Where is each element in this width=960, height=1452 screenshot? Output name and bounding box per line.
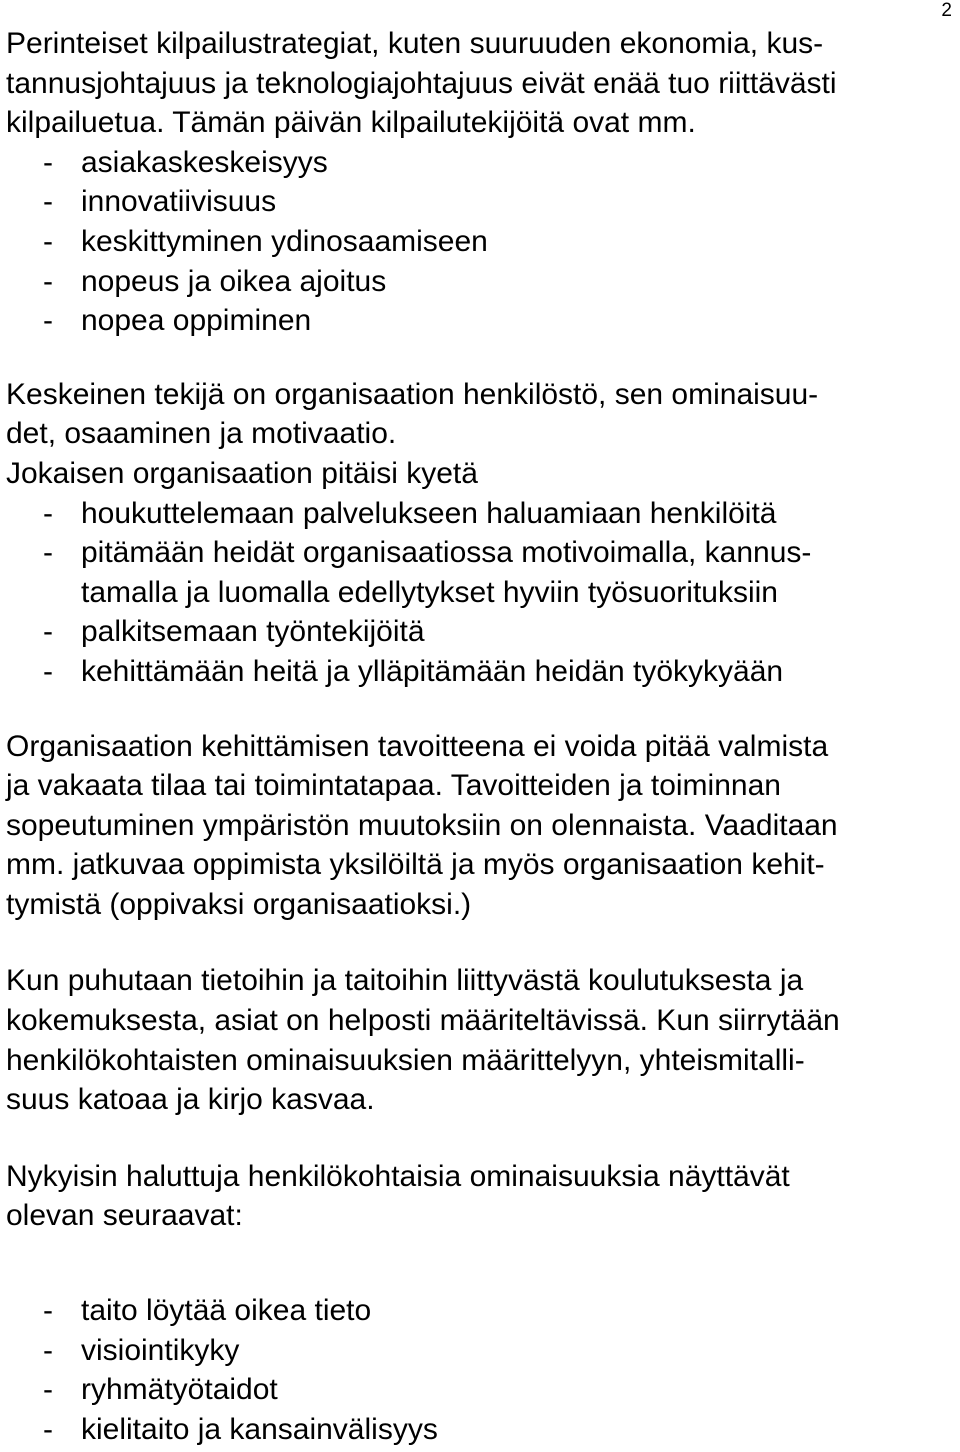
list-item: - ryhmätyötaidot (6, 1370, 958, 1410)
dash-marker: - (43, 536, 53, 570)
organisation-abilities-list (6, 494, 958, 692)
list-item: - kielitaito ja kansainvälisyys (6, 1410, 958, 1450)
dash-marker: - (43, 224, 53, 258)
document-body (6, 24, 958, 1449)
list-item: - asiakaskeskeisyys (6, 143, 958, 183)
dash-marker: - (43, 496, 53, 530)
text-line: tymistä (oppivaksi organisaatioksi.) (6, 887, 472, 921)
text-line: ja vakaata tilaa tai toimintatapaa. Tavoitteiden ja toiminnan (6, 769, 781, 803)
text-line: Nykyisin haluttuja henkilökohtaisia ominaisuuksia näyttävät (6, 1159, 790, 1193)
text-line: Organisaation kehittämisen tavoitteena ei voida pitää valmista (6, 729, 829, 763)
text-line: olevan seuraavat: (6, 1199, 243, 1233)
knowledge-paragraph (6, 961, 958, 1119)
dash-marker: - (43, 304, 53, 338)
development-paragraph (6, 727, 958, 925)
list-item: - nopea oppiminen (6, 301, 958, 341)
list-item: - innovatiivisuus (6, 182, 958, 222)
text-line: kokemuksesta, asiat on helposti määriteltävissä. Kun siirrytään (6, 1004, 840, 1038)
dash-marker: - (43, 185, 53, 219)
list-item: - palkitsemaan työntekijöitä (6, 612, 958, 652)
page-number: 2 (941, 0, 952, 21)
text-line: Jokaisen organisaation pitäisi kyetä (6, 456, 478, 490)
list-item: - nopeus ja oikea ajoitus (6, 262, 958, 302)
dash-marker: - (43, 615, 53, 649)
text-line: tannusjohtajuus ja teknologiajohtajuus eivät enää tuo riittävästi (6, 66, 837, 100)
list-item: - kehittämään heitä ja ylläpitämään heidän työkykyään (6, 652, 958, 692)
text-line: sopeutuminen ympäristön muutoksiin on olennaista. Vaaditaan (6, 808, 838, 842)
text-line: Perinteiset kilpailustrategiat, kuten suuruuden ekonomia, kus- (6, 27, 824, 60)
dash-marker: - (43, 264, 53, 298)
dash-marker: - (43, 1412, 53, 1446)
text-line: kilpailuetua. Tämän päivän kilpailutekijöitä ovat mm. (6, 106, 696, 140)
text-line: det, osaaminen ja motivaatio. (6, 417, 397, 451)
list-item: - visiointikyky (6, 1331, 958, 1371)
list-item: - keskittyminen ydinosaamiseen (6, 222, 958, 262)
intro-paragraph (6, 24, 958, 143)
dash-marker: - (43, 1294, 53, 1328)
text-line: Keskeinen tekijä on organisaation henkilöstö, sen ominaisuu- (6, 377, 819, 411)
key-factor-paragraph (6, 375, 958, 494)
dash-marker: - (43, 1373, 53, 1407)
text-line: suus katoaa ja kirjo kasvaa. (6, 1083, 375, 1117)
text-line: mm. jatkuvaa oppimista yksilöiltä ja myös organisaation kehit- (6, 848, 825, 882)
dash-marker: - (43, 145, 53, 179)
list-item: - houkuttelemaan palvelukseen haluamiaan henkilöitä (6, 494, 958, 534)
text-line: henkilökohtaisten ominaisuuksien määrittelyyn, yhteismitalli- (6, 1043, 805, 1077)
desired-qualities-paragraph (6, 1157, 958, 1236)
desired-qualities-list (6, 1291, 958, 1449)
text-line: Kun puhutaan tietoihin ja taitoihin liittyvästä koulutuksesta ja (6, 964, 804, 998)
dash-marker: - (43, 1333, 53, 1367)
dash-marker: - (43, 654, 53, 688)
competitive-factors-list (6, 143, 958, 341)
list-item-continuation: tamalla ja luomalla edellytykset hyviin työsuorituksiin (81, 575, 778, 609)
list-item: - taito löytää oikea tieto (6, 1291, 958, 1331)
list-item: - pitämään heidät organisaatiossa motivoimalla, kannus- (6, 533, 958, 573)
